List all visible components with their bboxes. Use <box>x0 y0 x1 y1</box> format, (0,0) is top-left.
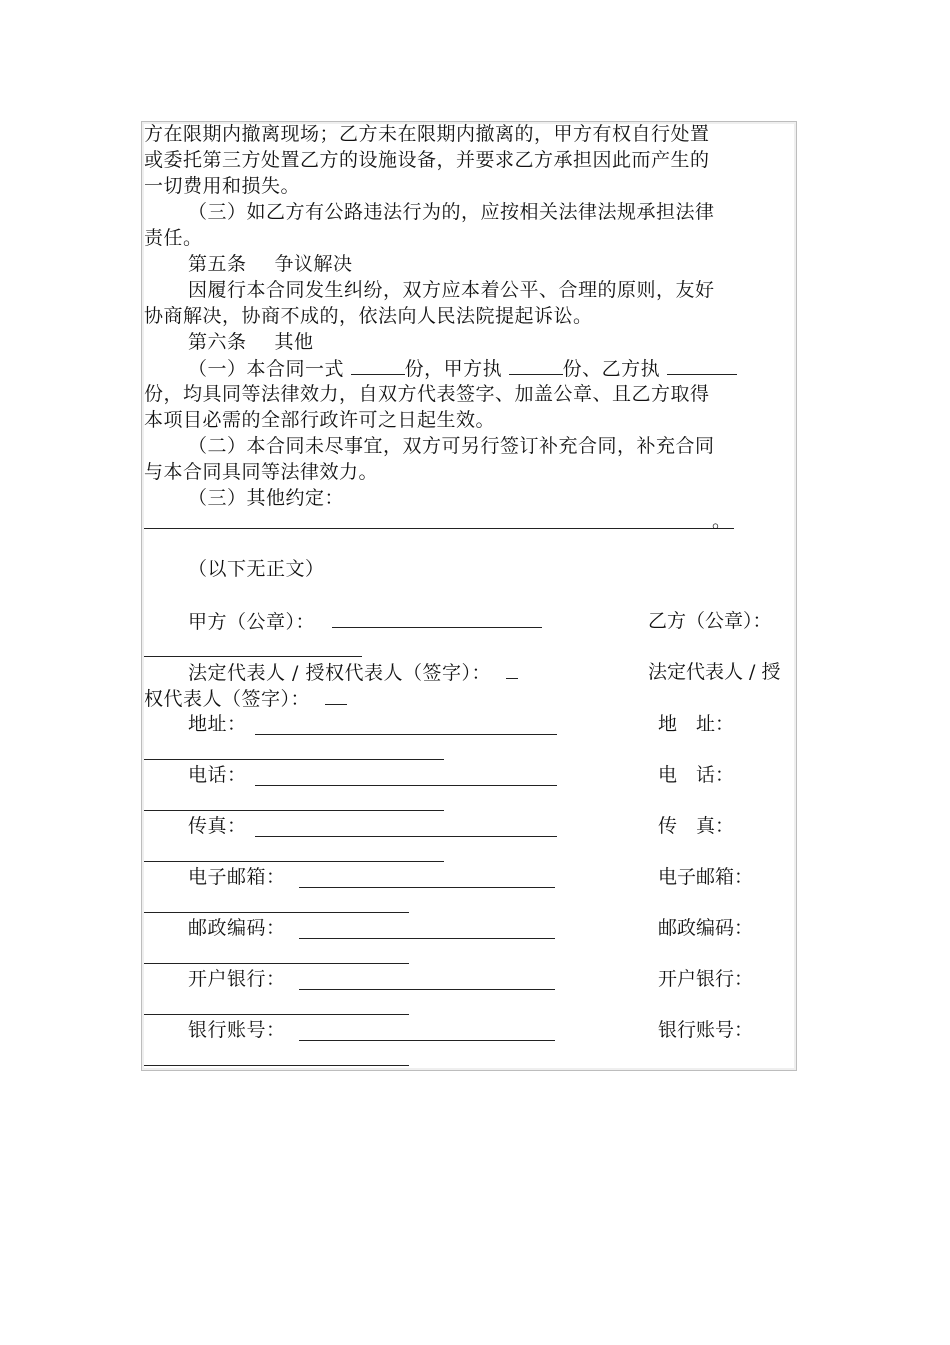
clause-text: 份，甲方执 <box>404 358 503 380</box>
account-a-label: 银行账号： <box>188 1019 286 1041</box>
copies-party-b-blank[interactable] <box>667 355 737 375</box>
address-a-blank[interactable] <box>255 734 557 735</box>
bank-b-label: 开户银行： <box>658 968 754 990</box>
paragraph-line: 责任。 <box>144 227 203 249</box>
bank-b-blank[interactable] <box>144 1014 409 1015</box>
copies-total-blank[interactable] <box>351 355 405 375</box>
paragraph-line: 协商解决，协商不成的，依法向人民法院提起诉讼。 <box>144 305 593 327</box>
paragraph-line: 因履行本合同发生纠纷，双方应本着公平、合理的原则，友好 <box>188 279 715 301</box>
party-b-seal-label: 乙方（公章）： <box>648 610 772 632</box>
fax-a-label: 传真： <box>188 815 247 837</box>
paragraph-line: 一切费用和损失。 <box>144 175 301 197</box>
rep-b-text: 权代表人（签字）： <box>144 688 311 710</box>
address-a-label: 地址： <box>188 713 247 735</box>
copies-party-a-blank[interactable] <box>509 355 563 375</box>
fax-b-label: 传 真： <box>658 815 735 837</box>
paragraph-line: 或委托第三方处置乙方的设施设备，并要求乙方承担因此而产生的 <box>144 149 710 171</box>
article-number: 第五条 <box>188 253 247 275</box>
postcode-b-blank[interactable] <box>144 963 409 964</box>
account-b-blank[interactable] <box>144 1065 409 1066</box>
party-a-seal-label <box>188 608 542 635</box>
paragraph-line: 与本合同具同等法律效力。 <box>144 461 379 483</box>
address-b-label: 地 址： <box>658 713 735 735</box>
rep-b-label: 法定代表人 / 授 <box>648 661 781 683</box>
bank-a-blank[interactable] <box>299 989 555 990</box>
fax-a-blank[interactable] <box>255 836 557 837</box>
phone-a-blank[interactable] <box>255 785 557 786</box>
article-title: 其他 <box>274 331 314 353</box>
other-terms-blank[interactable] <box>144 528 734 529</box>
account-a-blank[interactable] <box>299 1040 555 1041</box>
address-b-blank[interactable] <box>144 759 444 760</box>
rep-a-label <box>188 659 518 686</box>
party-a-label: 甲方（公章）： <box>188 611 316 633</box>
paragraph-line: （三）其他约定： <box>188 487 345 509</box>
postcode-b-label: 邮政编码： <box>658 917 754 939</box>
phone-b-blank[interactable] <box>144 810 444 811</box>
article-title: 争议解决 <box>274 253 353 275</box>
email-a-blank[interactable] <box>299 887 555 888</box>
clause-text: 份、乙方执 <box>562 358 661 380</box>
paragraph-line: （三）如乙方有公路违法行为的，应按相关法律法规承担法律 <box>188 201 715 223</box>
bank-a-label: 开户银行： <box>188 968 286 990</box>
paragraph-line: （二）本合同未尽事宜，双方可另行签订补充合同，补充合同 <box>188 435 715 457</box>
postcode-a-label: 邮政编码： <box>188 917 286 939</box>
article-6-heading <box>188 329 314 355</box>
party-a-seal-blank[interactable] <box>332 608 542 628</box>
rep-a-text: 法定代表人 / 授权代表人（签字）： <box>188 662 491 684</box>
rep-b-label-cont <box>144 685 347 712</box>
postcode-a-blank[interactable] <box>299 938 555 939</box>
paragraph-line: 方在限期内撤离现场；乙方未在限期内撤离的，甲方有权自行处置 <box>144 123 710 145</box>
email-b-blank[interactable] <box>144 912 409 913</box>
phone-a-label: 电话： <box>188 764 247 786</box>
rep-b-blank[interactable] <box>325 685 347 705</box>
article-5-heading <box>188 251 353 277</box>
period-mark: 。 <box>712 510 732 532</box>
email-a-label: 电子邮箱： <box>188 866 286 888</box>
paragraph-line: 本项目必需的全部行政许可之日起生效。 <box>144 409 496 431</box>
phone-b-label: 电 话： <box>658 764 735 786</box>
account-b-label: 银行账号： <box>658 1019 754 1041</box>
clause-text: （一）本合同一式 <box>188 358 345 380</box>
paragraph-line: 份，均具同等法律效力，自双方代表签字、加盖公章、且乙方取得 <box>144 383 710 405</box>
no-more-text: （以下无正文） <box>188 558 325 580</box>
party-b-seal-blank[interactable] <box>144 656 362 657</box>
article-number: 第六条 <box>188 331 247 353</box>
email-b-label: 电子邮箱： <box>658 866 754 888</box>
rep-a-blank[interactable] <box>506 659 518 679</box>
fax-b-blank[interactable] <box>144 861 444 862</box>
copies-clause <box>188 355 737 382</box>
